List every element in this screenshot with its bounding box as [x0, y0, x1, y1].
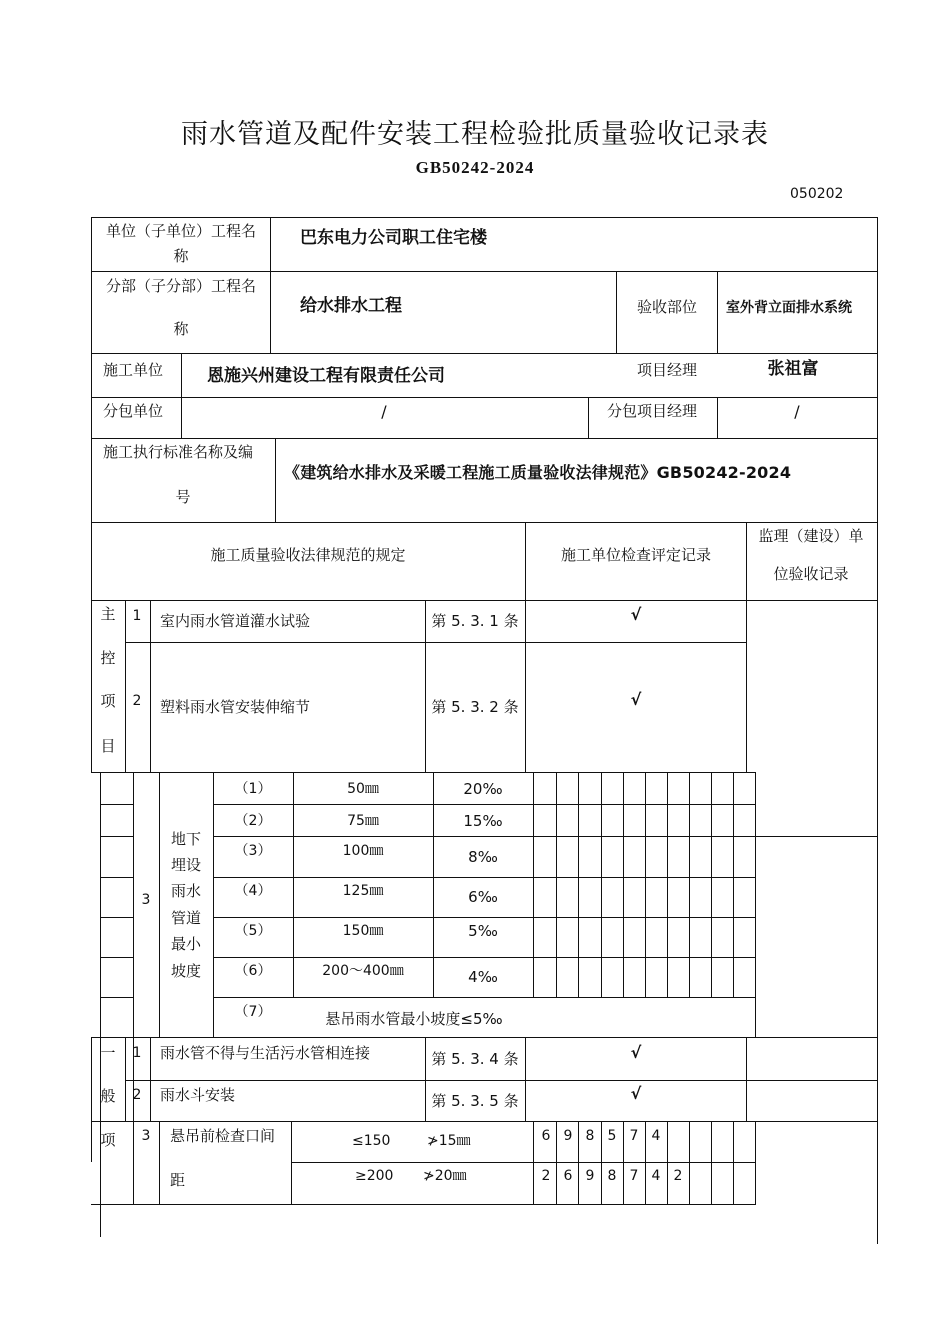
slope-item-number: 3	[141, 892, 151, 908]
measurement-value: 5	[607, 1128, 617, 1144]
slope-label: 地下	[170, 830, 202, 848]
measurement-value: 8	[607, 1168, 617, 1184]
item-number: 2	[132, 1087, 142, 1103]
item-name-cont: 距	[170, 1171, 186, 1189]
item-number: 1	[132, 1045, 142, 1061]
slope-pipe-size: 75㎜	[347, 813, 379, 829]
standard-code: GB50242-2024	[415, 158, 535, 177]
check-mark: √	[630, 690, 642, 709]
slope-pipe-size: 200～400㎜	[322, 963, 404, 979]
measurement-value: 2	[673, 1168, 683, 1184]
slope-pipe-size: 50㎜	[347, 781, 379, 797]
slope-row-index: （5）	[234, 923, 272, 939]
general-group-label: 般	[100, 1087, 116, 1105]
slope-pipe-size: 125㎜	[342, 883, 384, 899]
main-control-group-label: 目	[100, 737, 116, 755]
acceptance-part-value: 室外背立面排水系统	[726, 300, 852, 316]
sub-pm-value: /	[794, 402, 800, 421]
page-title: 雨水管道及配件安装工程检验批质量验收记录表	[181, 119, 769, 150]
item-number: 3	[141, 1128, 151, 1144]
slope-min-value: 15‰	[463, 812, 503, 830]
unit-project-label: 单位（子单位）工程名	[105, 222, 257, 240]
item-name: 悬吊前检查口间	[170, 1127, 276, 1145]
exec-standard-label: 施工执行标准名称及编	[103, 443, 254, 461]
slope-row-index: （2）	[234, 813, 272, 829]
sub-pm-label: 分包项目经理	[606, 402, 698, 420]
item-number: 2	[132, 693, 142, 709]
measurement-value: 6	[563, 1168, 573, 1184]
measurement-value: 7	[629, 1128, 639, 1144]
general-group-label: 一	[100, 1044, 116, 1062]
item-clause: 第 5. 3. 2 条	[431, 698, 519, 716]
item-name: 雨水斗安装	[160, 1086, 236, 1104]
slope-pipe-size: 150㎜	[342, 923, 384, 939]
slope-label: 雨水	[170, 882, 202, 900]
measurement-value: 7	[629, 1168, 639, 1184]
main-control-group-label: 主	[100, 605, 116, 623]
slope-min-value: 6‰	[468, 888, 498, 906]
measurement-value: 8	[585, 1128, 595, 1144]
acceptance-part-label: 验收部位	[636, 298, 698, 316]
slope-row-index: （4）	[234, 883, 272, 899]
item-clause: 第 5. 3. 4 条	[431, 1050, 519, 1068]
spacing-condition: ≤150	[352, 1133, 391, 1149]
item-clause: 第 5. 3. 5 条	[431, 1092, 519, 1110]
slope-min-value: 8‰	[468, 848, 498, 866]
measurement-value: 4	[651, 1128, 661, 1144]
item-name: 室内雨水管道灌水试验	[160, 612, 311, 630]
spacing-tolerance: ≯20㎜	[423, 1168, 467, 1184]
slope-row-index: （7）	[234, 1004, 272, 1020]
slope-label: 埋设	[170, 856, 202, 874]
unit-project-label-cont: 称	[173, 247, 189, 265]
sub-project-value: 给水排水工程	[300, 296, 402, 316]
slope-min-value: 5‰	[468, 922, 498, 940]
form-code: 050202	[790, 186, 844, 202]
slope-row-index: （6）	[234, 963, 272, 979]
supervision-column-header-cont: 位验收记录	[773, 565, 849, 583]
item-name: 塑料雨水管安装伸缩节	[160, 698, 311, 716]
measurement-value: 9	[563, 1128, 573, 1144]
spacing-tolerance: ≯15㎜	[427, 1133, 471, 1149]
subcontractor-label: 分包单位	[103, 402, 164, 420]
item-clause: 第 5. 3. 1 条	[431, 612, 519, 630]
slope-label: 管道	[170, 909, 202, 927]
sub-project-label: 分部（子分部）工程名	[105, 277, 257, 295]
slope-label: 坡度	[170, 962, 202, 980]
check-mark: √	[630, 1043, 642, 1062]
spec-column-header: 施工质量验收法律规范的规定	[210, 546, 406, 564]
slope-min-value: 4‰	[468, 968, 498, 986]
main-control-group-label: 项	[100, 692, 116, 710]
item-name: 雨水管不得与生活污水管相连接	[160, 1044, 371, 1062]
general-group-label: 项	[100, 1131, 116, 1149]
slope-min-value: 20‰	[463, 780, 503, 798]
check-column-header: 施工单位检查评定记录	[560, 546, 712, 564]
project-manager-label: 项目经理	[636, 361, 698, 379]
exec-standard-value: 《建筑给水排水及采暖工程施工质量验收法律规范》GB50242-2024	[284, 463, 792, 482]
measurement-value: 6	[541, 1128, 551, 1144]
item-number: 1	[132, 608, 142, 624]
subcontractor-value: /	[381, 402, 387, 421]
measurement-value: 4	[651, 1168, 661, 1184]
slope-row-index: （3）	[234, 843, 272, 859]
supervision-column-header: 监理（建设）单	[758, 527, 864, 545]
construction-unit-label: 施工单位	[103, 361, 164, 379]
check-mark: √	[630, 1084, 642, 1103]
slope-suspended-note: 悬吊雨水管最小坡度≤5‰	[325, 1010, 503, 1028]
slope-row-index: （1）	[234, 781, 272, 797]
sub-project-label-cont: 称	[173, 320, 189, 338]
measurement-value: 9	[585, 1168, 595, 1184]
measurement-value: 2	[541, 1168, 551, 1184]
spacing-condition: ≥200	[355, 1168, 394, 1184]
construction-unit-value: 恩施兴州建设工程有限责任公司	[207, 366, 445, 386]
slope-pipe-size: 100㎜	[342, 843, 384, 859]
unit-project-value: 巴东电力公司职工住宅楼	[300, 228, 487, 248]
slope-label: 最小	[170, 935, 202, 953]
check-mark: √	[630, 605, 642, 624]
exec-standard-label-cont: 号	[175, 488, 191, 506]
project-manager-value: 张祖富	[767, 359, 819, 379]
main-control-group-label: 控	[100, 649, 116, 667]
